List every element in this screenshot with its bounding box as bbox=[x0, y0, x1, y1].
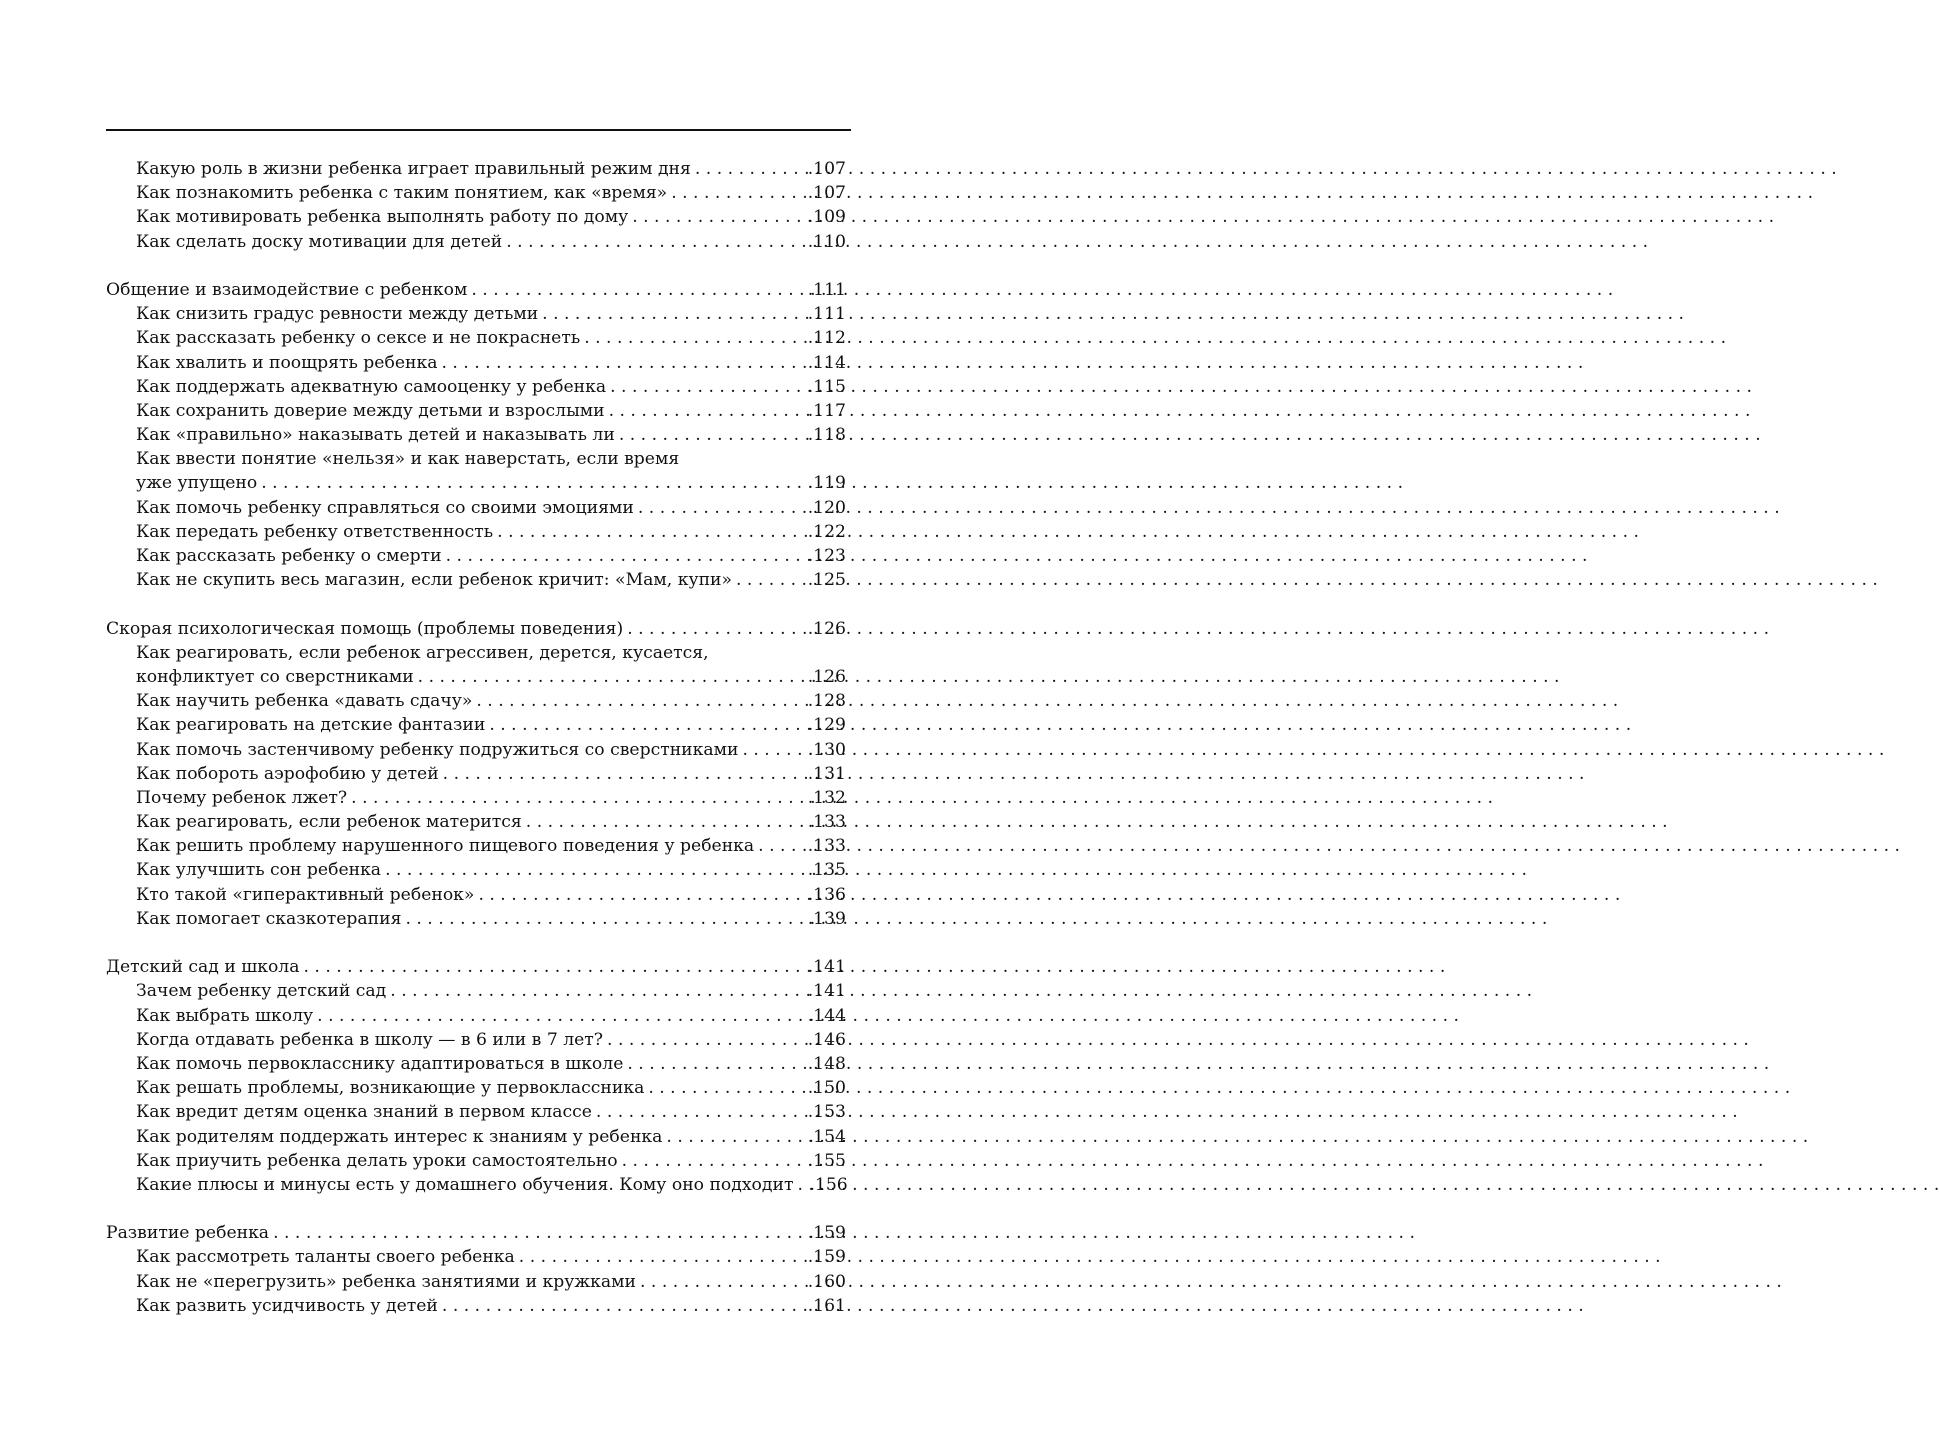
page-number: .160 bbox=[807, 1271, 846, 1292]
page-number: .133 bbox=[807, 812, 846, 833]
toc-entry[interactable] bbox=[106, 447, 846, 495]
entry-title: Зачем ребенку детский сад bbox=[136, 981, 387, 1002]
toc-entry[interactable] bbox=[106, 520, 846, 544]
toc-section-heading[interactable] bbox=[106, 278, 846, 302]
entry-title: Как улучшить сон ребенка bbox=[136, 860, 382, 881]
entry-title: Как снизить градус ревности между детьми bbox=[136, 304, 539, 325]
page-number: .154 bbox=[807, 1126, 846, 1147]
page-number: .119 bbox=[807, 473, 846, 494]
entry-title: Какие плюсы и минусы есть у домашнего обучения. Кому оно подходит bbox=[136, 1174, 794, 1195]
toc-entry-row bbox=[106, 181, 846, 205]
entry-title: Как хвалить и поощрять ребенка bbox=[136, 352, 438, 373]
page-number: .128 bbox=[807, 691, 846, 712]
page-number: .156 bbox=[809, 1174, 848, 1195]
entry-title: Как помочь ребенку справляться со своими эмоциями bbox=[136, 497, 634, 518]
toc-entry[interactable] bbox=[106, 496, 846, 520]
dot-leader bbox=[489, 713, 805, 737]
page-number: .133 bbox=[807, 836, 846, 857]
toc-entry[interactable] bbox=[106, 1100, 846, 1124]
toc-entry[interactable] bbox=[106, 1028, 846, 1052]
dot-leader bbox=[638, 496, 806, 520]
page-number: .126 bbox=[807, 666, 846, 687]
toc-entry-row bbox=[106, 1245, 846, 1269]
toc-entry[interactable] bbox=[106, 326, 846, 350]
toc-entry-row bbox=[106, 1004, 846, 1028]
dot-leader bbox=[619, 423, 806, 447]
dot-leader bbox=[640, 1270, 806, 1294]
page-number: .150 bbox=[807, 1078, 846, 1099]
dot-leader bbox=[443, 762, 806, 786]
toc-entry-row bbox=[106, 302, 846, 326]
dot-leader bbox=[273, 1221, 806, 1245]
toc-entry[interactable] bbox=[106, 907, 846, 931]
entry-title: Как рассказать ребенку о смерти bbox=[136, 546, 442, 566]
page-number: .146 bbox=[807, 1029, 846, 1050]
toc-entry-row bbox=[106, 1173, 846, 1197]
toc-entry[interactable] bbox=[106, 979, 846, 1003]
page-number: .109 bbox=[807, 207, 846, 228]
page-number: .107 bbox=[807, 183, 846, 204]
dot-leader bbox=[627, 617, 806, 641]
entry-title: Как передать ребенку ответственность bbox=[136, 521, 494, 542]
entry-title: Как не скупить весь магазин, если ребенок кричит: «Мам, купи» bbox=[136, 570, 732, 591]
dot-leader bbox=[797, 1173, 807, 1197]
dot-leader bbox=[695, 157, 806, 181]
toc-entry-row bbox=[106, 979, 846, 1003]
page-number: .130 bbox=[807, 739, 846, 760]
toc-entry-row bbox=[106, 1052, 846, 1076]
toc-entry-row bbox=[106, 665, 846, 689]
toc-entry-row bbox=[106, 351, 846, 375]
toc-entry[interactable] bbox=[106, 205, 846, 229]
toc-entry[interactable] bbox=[106, 1245, 846, 1269]
entry-title: Как сделать доску мотивации для детей bbox=[136, 231, 503, 252]
dot-leader bbox=[478, 883, 805, 907]
toc-entry-row bbox=[106, 883, 846, 907]
toc-entry-row bbox=[106, 1125, 846, 1149]
entry-title: Как не «перегрузить» ребенка занятиями и кружками bbox=[136, 1271, 636, 1292]
entry-title: Когда отдавать ребенка в школу — в 6 или в 7 лет? bbox=[136, 1029, 604, 1050]
section-title: Общение и взаимодействие с ребенком bbox=[106, 279, 468, 300]
toc-entry-row bbox=[106, 375, 846, 399]
dot-leader bbox=[418, 665, 806, 689]
page-number: .122 bbox=[807, 521, 846, 542]
toc-entry-row bbox=[106, 786, 846, 810]
dot-leader bbox=[627, 1052, 805, 1076]
entry-title: Как поддержать адекватную самооценку у ребенка bbox=[136, 376, 607, 397]
dot-leader bbox=[622, 1149, 806, 1173]
page-number: .123 bbox=[807, 546, 846, 566]
entry-title: Как вредит детям оценка знаний в первом классе bbox=[136, 1102, 592, 1123]
toc-entry[interactable] bbox=[106, 834, 846, 858]
toc-entry[interactable] bbox=[106, 1173, 846, 1197]
dot-leader bbox=[471, 278, 805, 302]
section-title: Скорая психологическая помощь (проблемы поведения) bbox=[106, 618, 624, 639]
page-number: .161 bbox=[807, 1295, 846, 1316]
entry-title: Как научить ребенка «давать сдачу» bbox=[136, 691, 473, 712]
page-number: .110 bbox=[807, 231, 846, 252]
dot-leader bbox=[607, 1028, 806, 1052]
dot-leader bbox=[390, 979, 805, 1003]
toc-section-heading[interactable] bbox=[106, 617, 846, 641]
toc-entry[interactable] bbox=[106, 423, 846, 447]
toc-entry[interactable] bbox=[106, 230, 846, 254]
toc-section bbox=[106, 617, 846, 931]
toc-entry-row bbox=[106, 496, 846, 520]
entry-title: Как решать проблемы, возникающие у первоклассника bbox=[136, 1078, 645, 1099]
page-number: .131 bbox=[807, 763, 846, 784]
dot-leader bbox=[596, 1100, 806, 1124]
dot-leader bbox=[497, 520, 806, 544]
entry-title: Как приучить ребенка делать уроки самостоятельно bbox=[136, 1150, 618, 1171]
dot-leader bbox=[526, 810, 806, 834]
page-number: .144 bbox=[807, 1005, 846, 1026]
toc-entry-row bbox=[106, 762, 846, 786]
entry-title: конфликтует со сверстниками bbox=[136, 666, 414, 687]
toc-entry[interactable] bbox=[106, 738, 846, 762]
section-title: Развитие ребенка bbox=[106, 1223, 270, 1244]
dot-leader bbox=[261, 471, 806, 495]
toc-entry-row bbox=[106, 568, 846, 592]
page-number: .132 bbox=[807, 787, 846, 808]
dot-leader bbox=[442, 1294, 806, 1318]
dot-leader bbox=[584, 326, 806, 350]
toc-entry-row bbox=[106, 544, 846, 568]
toc-entry[interactable] bbox=[106, 689, 846, 713]
top-rule bbox=[106, 129, 851, 131]
entry-title: Как «правильно» наказывать детей и наказывать ли bbox=[136, 425, 615, 446]
toc-entry-row bbox=[106, 471, 846, 495]
toc-entry[interactable] bbox=[106, 568, 846, 592]
page-number: .111 bbox=[807, 279, 846, 300]
toc-entry-row bbox=[106, 689, 846, 713]
page-number: .159 bbox=[807, 1247, 846, 1268]
section-title: Детский сад и школа bbox=[106, 957, 300, 978]
table-of-contents bbox=[106, 157, 846, 1342]
toc-entry-row bbox=[106, 1294, 846, 1318]
toc-entry-row bbox=[106, 399, 846, 423]
toc-entry[interactable] bbox=[106, 351, 846, 375]
toc-entry-row bbox=[106, 326, 846, 350]
dot-leader bbox=[476, 689, 805, 713]
dot-leader bbox=[758, 834, 806, 858]
toc-entry-row bbox=[106, 423, 846, 447]
toc-entry-row bbox=[106, 1100, 846, 1124]
entry-title: Какую роль в жизни ребенка играет правильный режим дня bbox=[136, 159, 691, 179]
toc-entry-row bbox=[106, 520, 846, 544]
toc-entry-row bbox=[106, 157, 846, 181]
toc-entry[interactable] bbox=[106, 399, 846, 423]
dot-leader bbox=[385, 858, 806, 882]
dot-leader bbox=[736, 568, 806, 592]
page-number: .136 bbox=[807, 884, 846, 905]
page-number: .114 bbox=[807, 352, 846, 373]
entry-title: Как выбрать школу bbox=[136, 1005, 314, 1026]
toc-entry[interactable] bbox=[106, 1004, 846, 1028]
toc-entry-row bbox=[106, 230, 846, 254]
entry-title: Кто такой «гиперактивный ребенок» bbox=[136, 884, 475, 905]
toc-section-heading[interactable] bbox=[106, 1221, 846, 1245]
entry-title: Как сохранить доверие между детьми и взрослыми bbox=[136, 400, 605, 421]
toc-entry-row bbox=[106, 834, 846, 858]
page-number: .117 bbox=[807, 400, 846, 421]
page-number: .153 bbox=[807, 1102, 846, 1123]
page-number: .112 bbox=[807, 328, 846, 349]
entry-title: Как познакомить ребенка с таким понятием, как «время» bbox=[136, 183, 668, 204]
toc-section-heading[interactable] bbox=[106, 955, 846, 979]
toc-section bbox=[106, 278, 846, 592]
toc-entry[interactable] bbox=[106, 1270, 846, 1294]
entry-title: Как мотивировать ребенка выполнять работу по дому bbox=[136, 207, 629, 228]
entry-title-line1: Как ввести понятие «нельзя» и как наверстать, если время bbox=[136, 449, 680, 470]
dot-leader bbox=[317, 1004, 806, 1028]
toc-entry-row bbox=[106, 205, 846, 229]
page-number: .135 bbox=[807, 860, 846, 881]
toc-entry-row bbox=[106, 907, 846, 931]
toc-section bbox=[106, 157, 846, 254]
toc-entry-row bbox=[106, 1028, 846, 1052]
toc-entry[interactable] bbox=[106, 1149, 846, 1173]
dot-leader bbox=[609, 399, 806, 423]
toc-entry[interactable] bbox=[106, 1076, 846, 1100]
entry-title: Как рассмотреть таланты своего ребенка bbox=[136, 1247, 515, 1268]
entry-title-line1: Как реагировать, если ребенок агрессивен, дерется, кусается, bbox=[136, 642, 709, 663]
page-number: .141 bbox=[807, 981, 846, 1002]
page-number: .141 bbox=[807, 957, 846, 978]
dot-leader bbox=[671, 181, 806, 205]
toc-entry-row bbox=[106, 738, 846, 762]
dot-leader bbox=[303, 955, 805, 979]
toc-entry-row bbox=[106, 858, 846, 882]
toc-entry[interactable] bbox=[106, 1052, 846, 1076]
toc-entry[interactable] bbox=[106, 181, 846, 205]
page-number: .139 bbox=[807, 908, 846, 929]
page-number: .111 bbox=[807, 304, 846, 325]
dot-leader bbox=[405, 907, 805, 931]
dot-leader bbox=[441, 351, 805, 375]
toc-entry[interactable] bbox=[106, 302, 846, 326]
entry-title: Почему ребенок лжет? bbox=[136, 787, 348, 808]
toc-entry[interactable] bbox=[106, 883, 846, 907]
toc-entry[interactable] bbox=[106, 1294, 846, 1318]
toc-section bbox=[106, 955, 846, 1197]
page-number: .155 bbox=[807, 1150, 846, 1171]
toc-entry[interactable] bbox=[106, 810, 846, 834]
entry-title: Как помогает сказкотерапия bbox=[136, 908, 402, 929]
entry-title: Как побороть аэрофобию у детей bbox=[136, 763, 439, 784]
dot-leader bbox=[506, 230, 805, 254]
page-number: .126 bbox=[807, 618, 846, 639]
toc-entry[interactable] bbox=[106, 1125, 846, 1149]
dot-leader bbox=[648, 1076, 805, 1100]
page-number: .118 bbox=[807, 425, 846, 446]
toc-entry[interactable] bbox=[106, 858, 846, 882]
entry-title: Как реагировать, если ребенок матерится bbox=[136, 812, 522, 833]
page-number: .159 bbox=[807, 1223, 846, 1244]
entry-title: Как родителям поддержать интерес к знаниям у ребенка bbox=[136, 1126, 663, 1147]
page-number: .148 bbox=[807, 1053, 846, 1074]
toc-entry[interactable] bbox=[106, 544, 846, 568]
entry-title: уже упущено bbox=[136, 473, 258, 494]
toc-entry-row bbox=[106, 713, 846, 737]
dot-leader bbox=[666, 1125, 805, 1149]
entry-title: Как помочь первокласснику адаптироваться в школе bbox=[136, 1053, 624, 1074]
toc-entry-row bbox=[106, 1270, 846, 1294]
dot-leader bbox=[632, 205, 806, 229]
toc-entry[interactable] bbox=[106, 375, 846, 399]
dot-leader bbox=[610, 375, 806, 399]
page-number: .107 bbox=[807, 159, 846, 179]
page-number: .115 bbox=[807, 376, 846, 397]
page-number: .120 bbox=[807, 497, 846, 518]
toc-entry-row bbox=[106, 1149, 846, 1173]
toc-entry[interactable] bbox=[106, 157, 846, 181]
toc-section bbox=[106, 1221, 846, 1318]
toc-entry[interactable] bbox=[106, 786, 846, 810]
toc-entry[interactable] bbox=[106, 641, 846, 689]
dot-leader bbox=[742, 738, 805, 762]
entry-title: Как решить проблему нарушенного пищевого поведения у ребенка bbox=[136, 836, 755, 857]
dot-leader bbox=[351, 786, 806, 810]
dot-leader bbox=[542, 302, 806, 326]
toc-entry-row bbox=[106, 1076, 846, 1100]
dot-leader bbox=[446, 544, 806, 568]
toc-entry[interactable] bbox=[106, 762, 846, 786]
toc-entry[interactable] bbox=[106, 713, 846, 737]
page-number: .125 bbox=[807, 570, 846, 591]
dot-leader bbox=[519, 1245, 806, 1269]
entry-title: Как реагировать на детские фантазии bbox=[136, 715, 486, 736]
toc-entry-row bbox=[106, 810, 846, 834]
entry-title: Как рассказать ребенку о сексе и не покраснеть bbox=[136, 328, 581, 349]
entry-title: Как развить усидчивость у детей bbox=[136, 1295, 438, 1316]
entry-title: Как помочь застенчивому ребенку подружиться со сверстниками bbox=[136, 739, 739, 760]
page-number: .129 bbox=[807, 715, 846, 736]
